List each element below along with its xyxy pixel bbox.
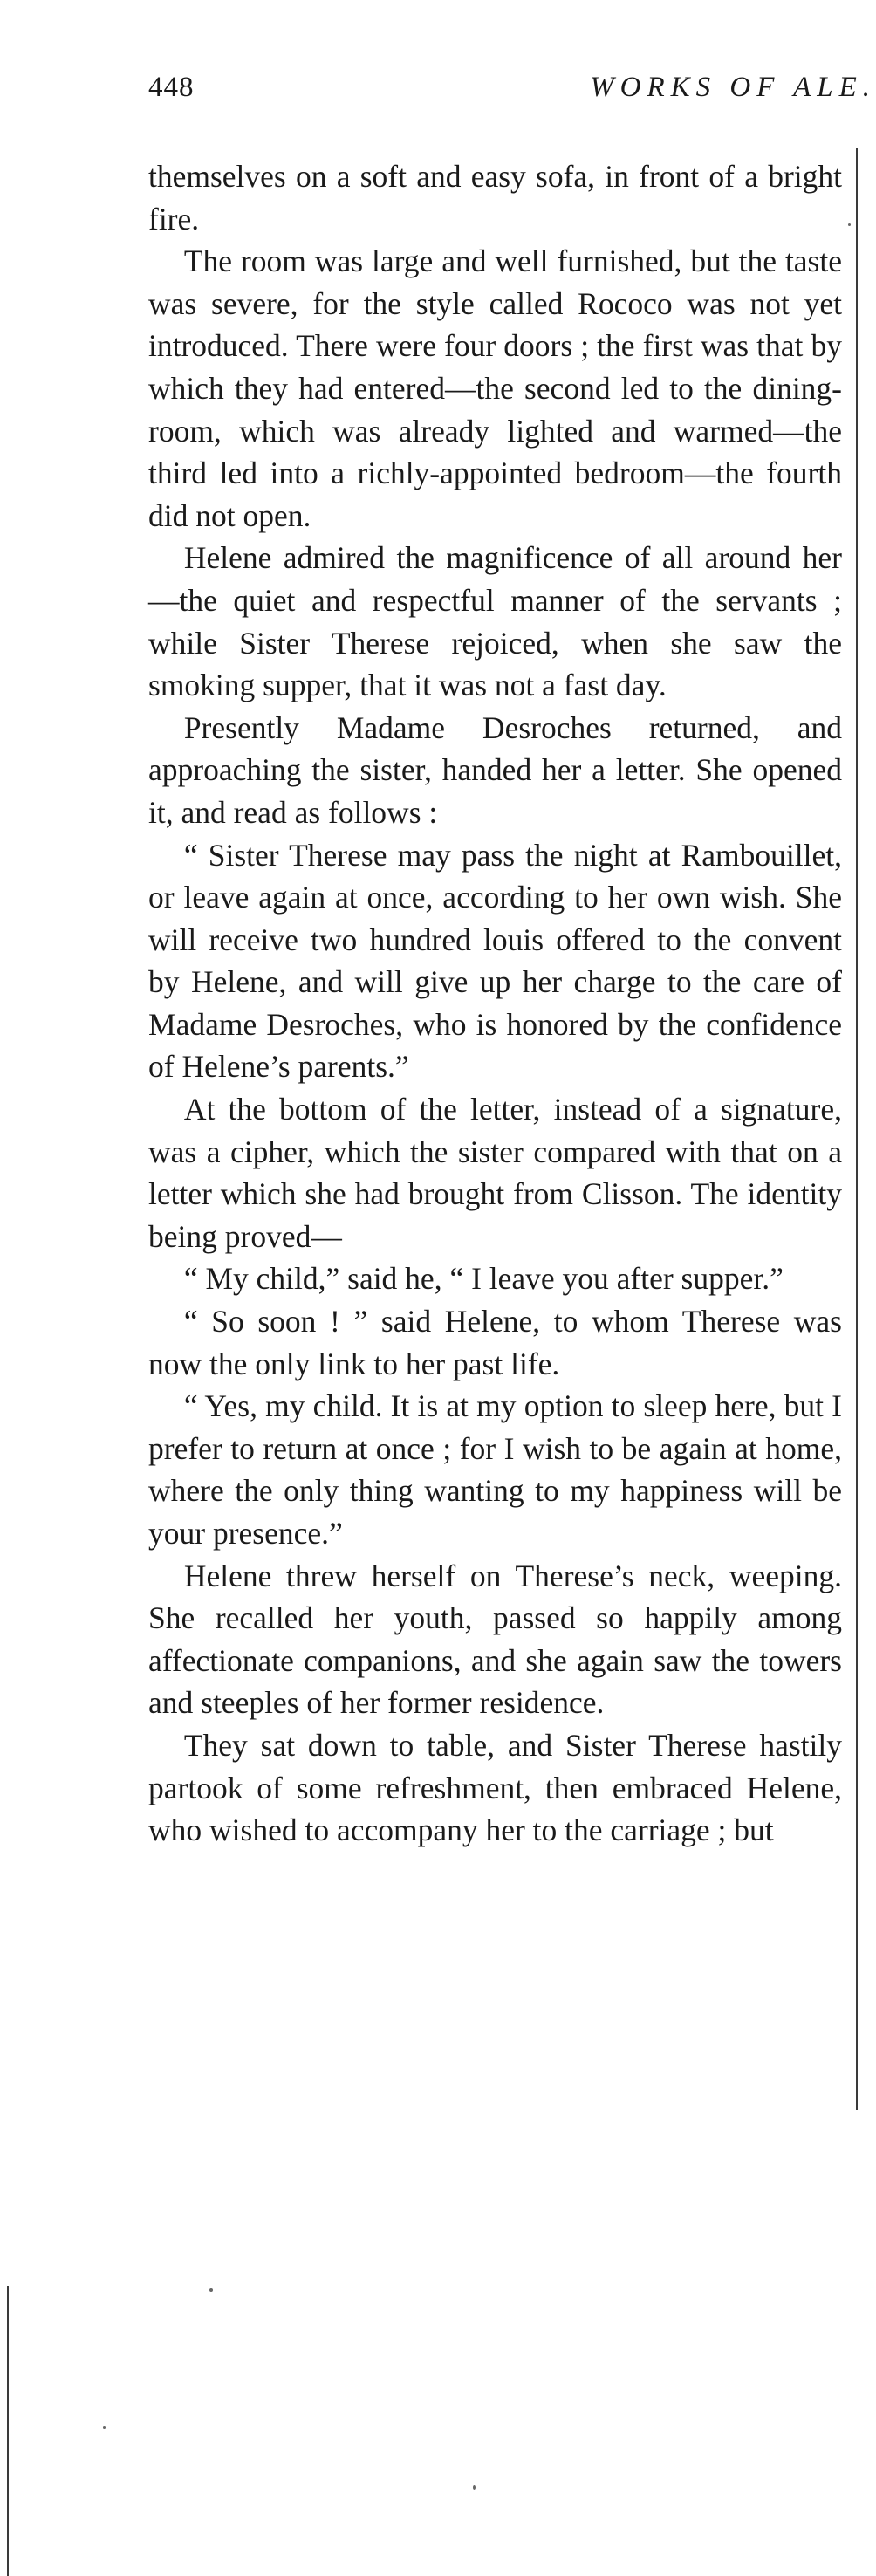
- paragraph: “ Sister Therese may pass the night at Rambouillet, or leave again at once, according to her own wish. She will receive two hundred louis offered to the convent by Helene, and will give up her charge to the care of Madame Desroches, who is honored by the confidence of Helene’s parents.”: [148, 837, 842, 1085]
- paragraph: “ My child,” said he, “ I leave you after supper.”: [183, 1261, 784, 1297]
- paper-speck: [209, 2288, 213, 2292]
- paragraph: Helene threw herself on Therese’s neck, weeping. She recalled her youth, passed so happily among affectionate companions, and she again saw the towers and steeples of her former residence.: [148, 1558, 842, 1721]
- text-column: [148, 155, 842, 1852]
- page-number: 448: [148, 72, 195, 103]
- paragraph: “ So soon ! ” said Helene, to whom Therese was now the only link to her past life.: [148, 1304, 842, 1381]
- paragraph: “ Yes, my child. It is at my option to sleep here, but I prefer to return at once ; for I wish to be again at home, where the only thing wanting to my happiness will be your presence.”: [148, 1388, 842, 1551]
- paragraph: themselves on a soft and easy sofa, in front of a bright fire.: [148, 159, 842, 236]
- paragraph: They sat down to table, and Sister Therese hastily partook of some refreshment, then embraced Helene, who wished to accompany her to the carriage ; but: [148, 1727, 842, 1848]
- page-header: [148, 72, 876, 115]
- running-head: WORKS OF ALE.: [590, 72, 876, 103]
- paragraph: The room was large and well furnished, but the taste was severe, for the style called Rococo was not yet introduced. There were four doors ; the first was that by which they had entered—the second led to the dining-room, which was already lighted and warmed—the third led into a richly-appointed bedroom—the fourth did not open.: [148, 243, 842, 533]
- paragraph: Helene admired the magnificence of all around her—the quiet and respectful manner of the servants ; while Sister Therese rejoiced, when she saw the smoking supper, that it was not a fast day.: [148, 540, 842, 703]
- paper-speck: [473, 2485, 476, 2490]
- paper-speck: [848, 223, 851, 226]
- gutter-rule: [7, 2286, 9, 2576]
- paragraph: At the bottom of the letter, instead of a signature, was a cipher, which the sister compared with that on a letter which she had brought from Clisson. The identity being proved—: [148, 1092, 842, 1254]
- paper-speck: [103, 2426, 106, 2429]
- paragraph: Presently Madame Desroches returned, and approaching the sister, handed her a letter. She opened it, and read as follows :: [148, 709, 842, 830]
- column-rule: [856, 148, 858, 2110]
